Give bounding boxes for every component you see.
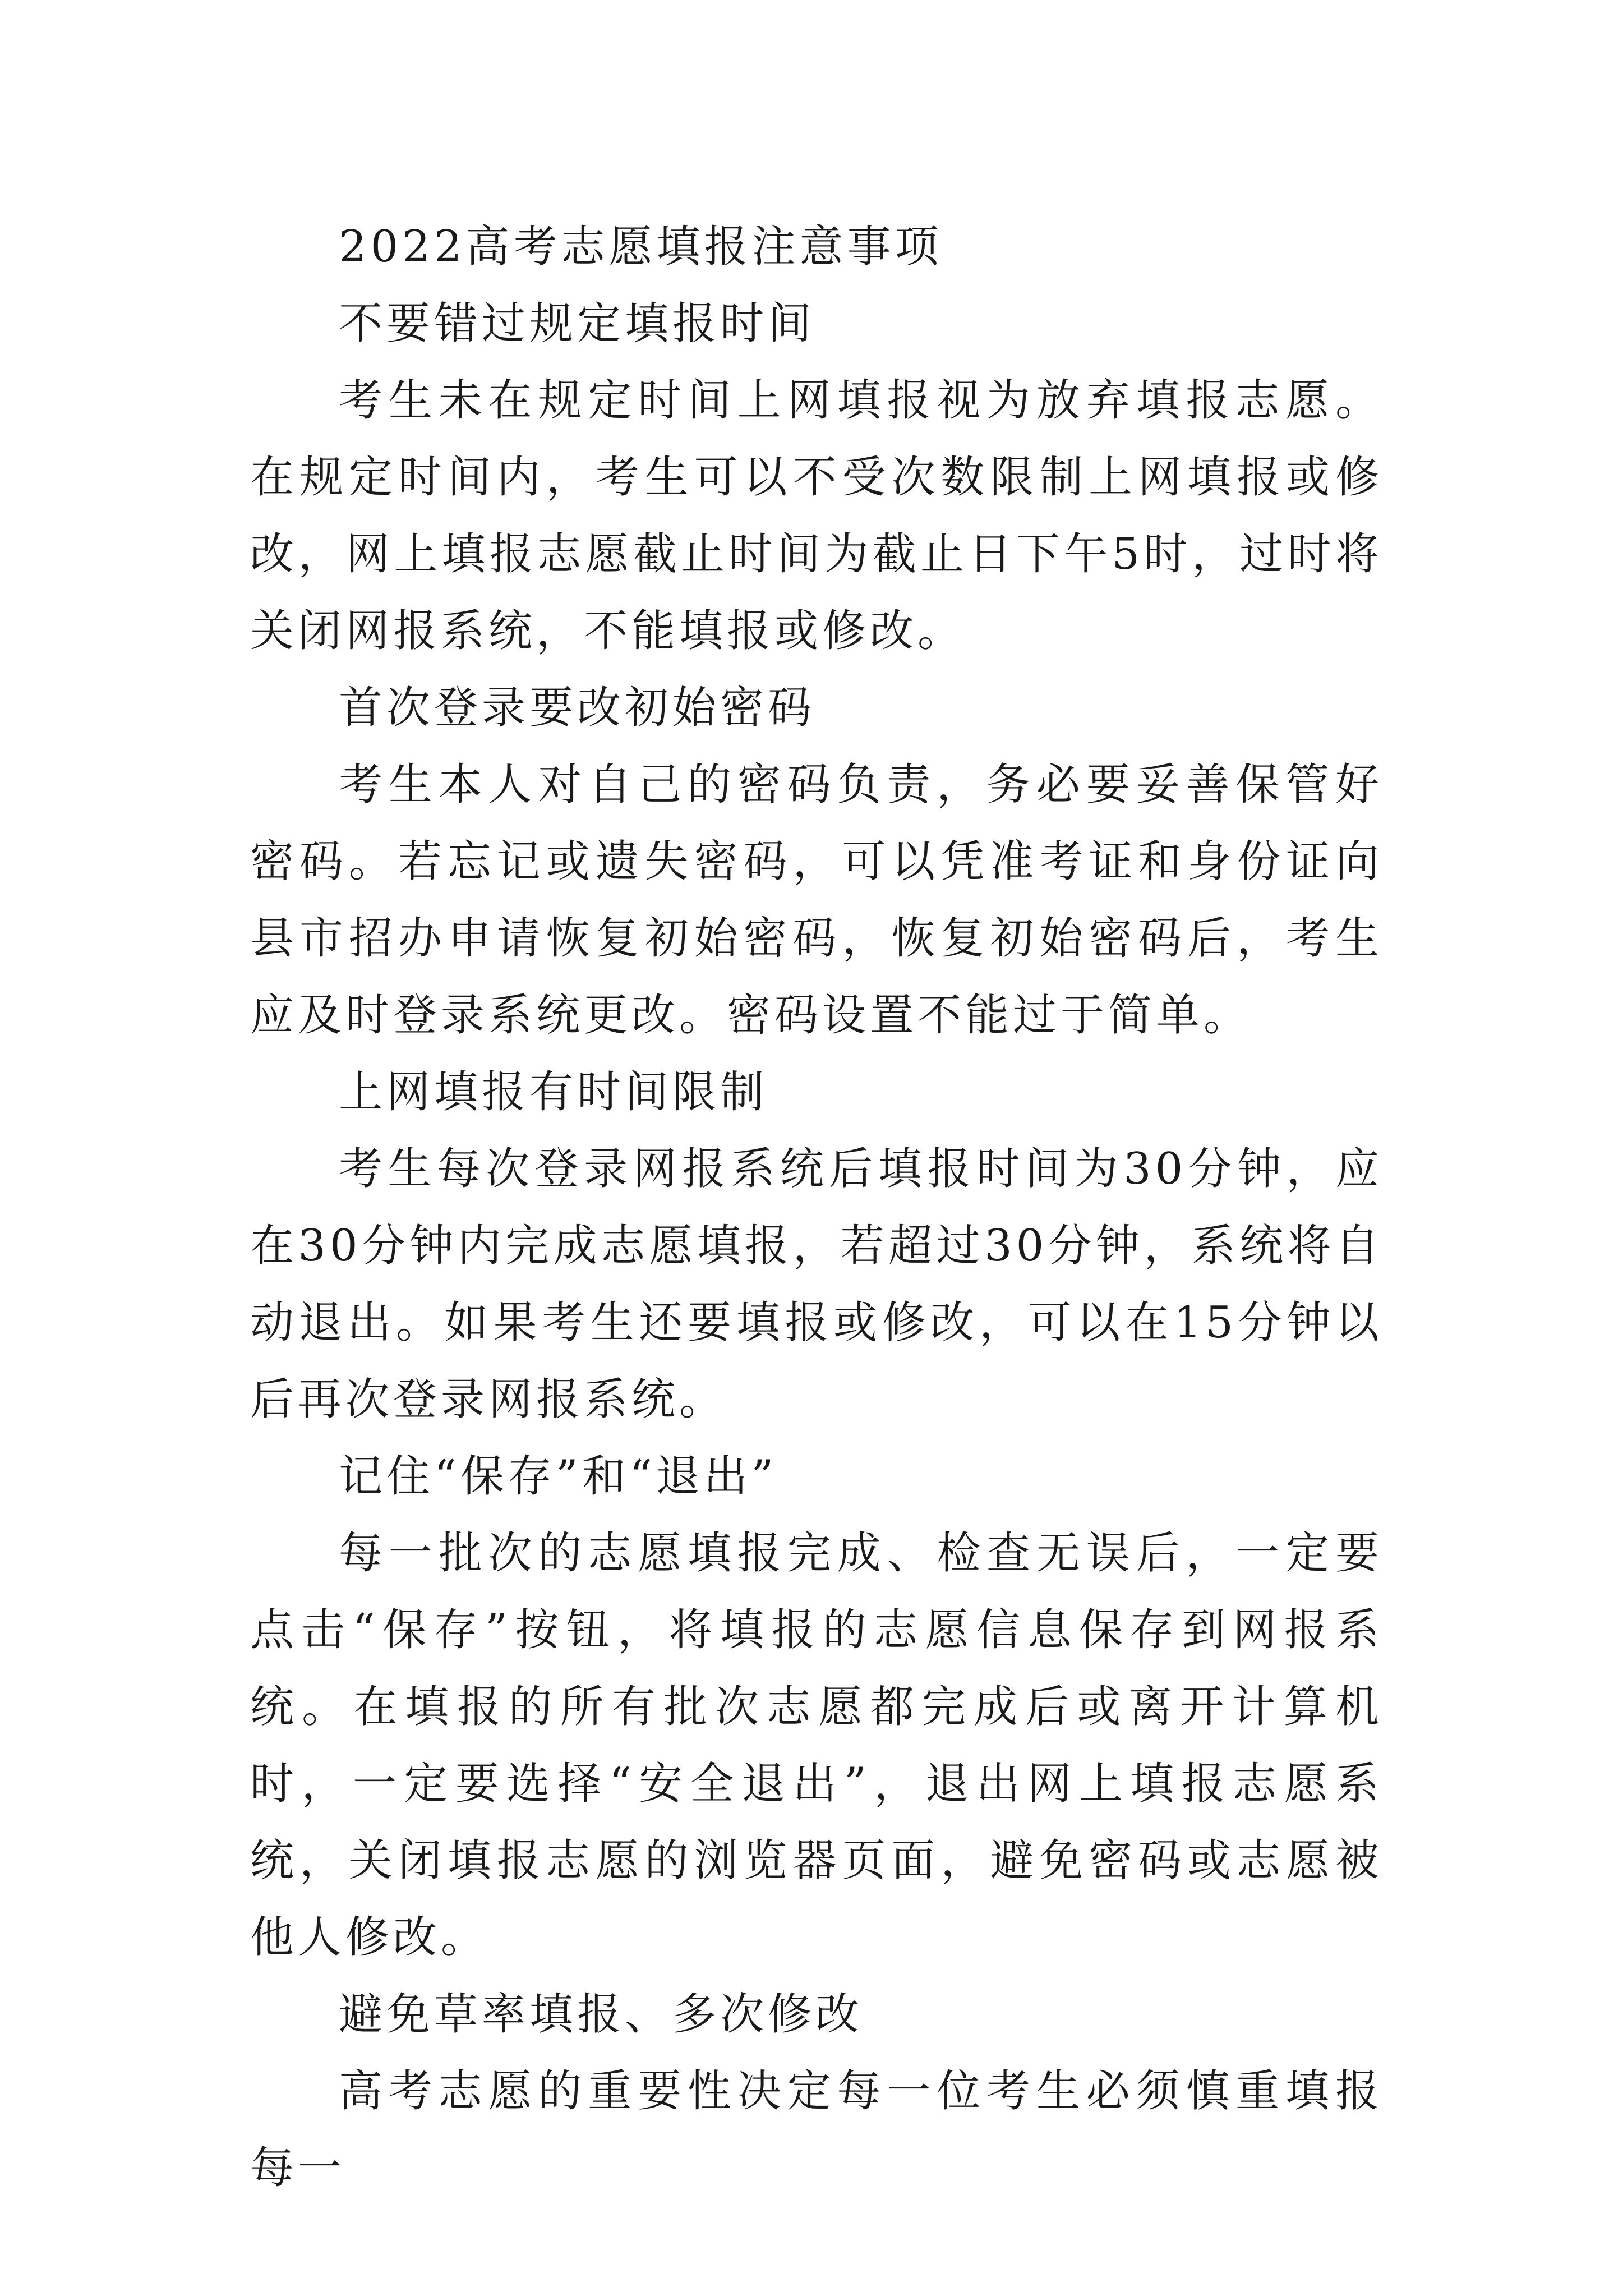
section-heading: 上网填报有时间限制: [339, 1067, 768, 1117]
section-heading: 首次登录要改初始密码: [339, 683, 816, 733]
section-heading: 不要错过规定填报时间: [339, 298, 816, 349]
section-heading: 记住“保存”和“退出”: [339, 1451, 778, 1502]
section-paragraph: 考生未在规定时间上网填报视为放弃填报志愿。在规定时间内，考生可以不受次数限制上网填报或修改，网上填报志愿截止时间为截止日下午5时，过时将关闭网报系统，不能填报或修改。: [250, 375, 1383, 656]
section-paragraph: 高考志愿的重要性决定每一位考生必须慎重填报每一: [250, 2066, 1383, 2193]
section-paragraph: 每一批次的志愿填报完成、检查无误后，一定要点击“保存”按钮，将填报的志愿信息保存到网报系统。在填报的所有批次志愿都完成后或离开计算机时，一定要选择“安全退出”，退出网上填报志愿系统，关闭填报志愿的浏览器页面，避免密码或志愿被他人修改。: [250, 1528, 1383, 1963]
section-heading: 避免草率填报、多次修改: [339, 1989, 864, 2040]
section-paragraph: 考生每次登录网报系统后填报时间为30分钟，应在30分钟内完成志愿填报，若超过30分钟，系统将自动退出。如果考生还要填报或修改，可以在15分钟以后再次登录网报系统。: [250, 1144, 1383, 1425]
document-body: [250, 209, 1383, 2207]
document-title: 2022高考志愿填报注意事项: [339, 222, 943, 272]
section-paragraph: 考生本人对自己的密码负责，务必要妥善保管好密码。若忘记或遗失密码，可以凭准考证和身份证向县市招办申请恢复初始密码，恢复初始密码后，考生应及时登录系统更改。密码设置不能过于简单。: [250, 760, 1383, 1041]
